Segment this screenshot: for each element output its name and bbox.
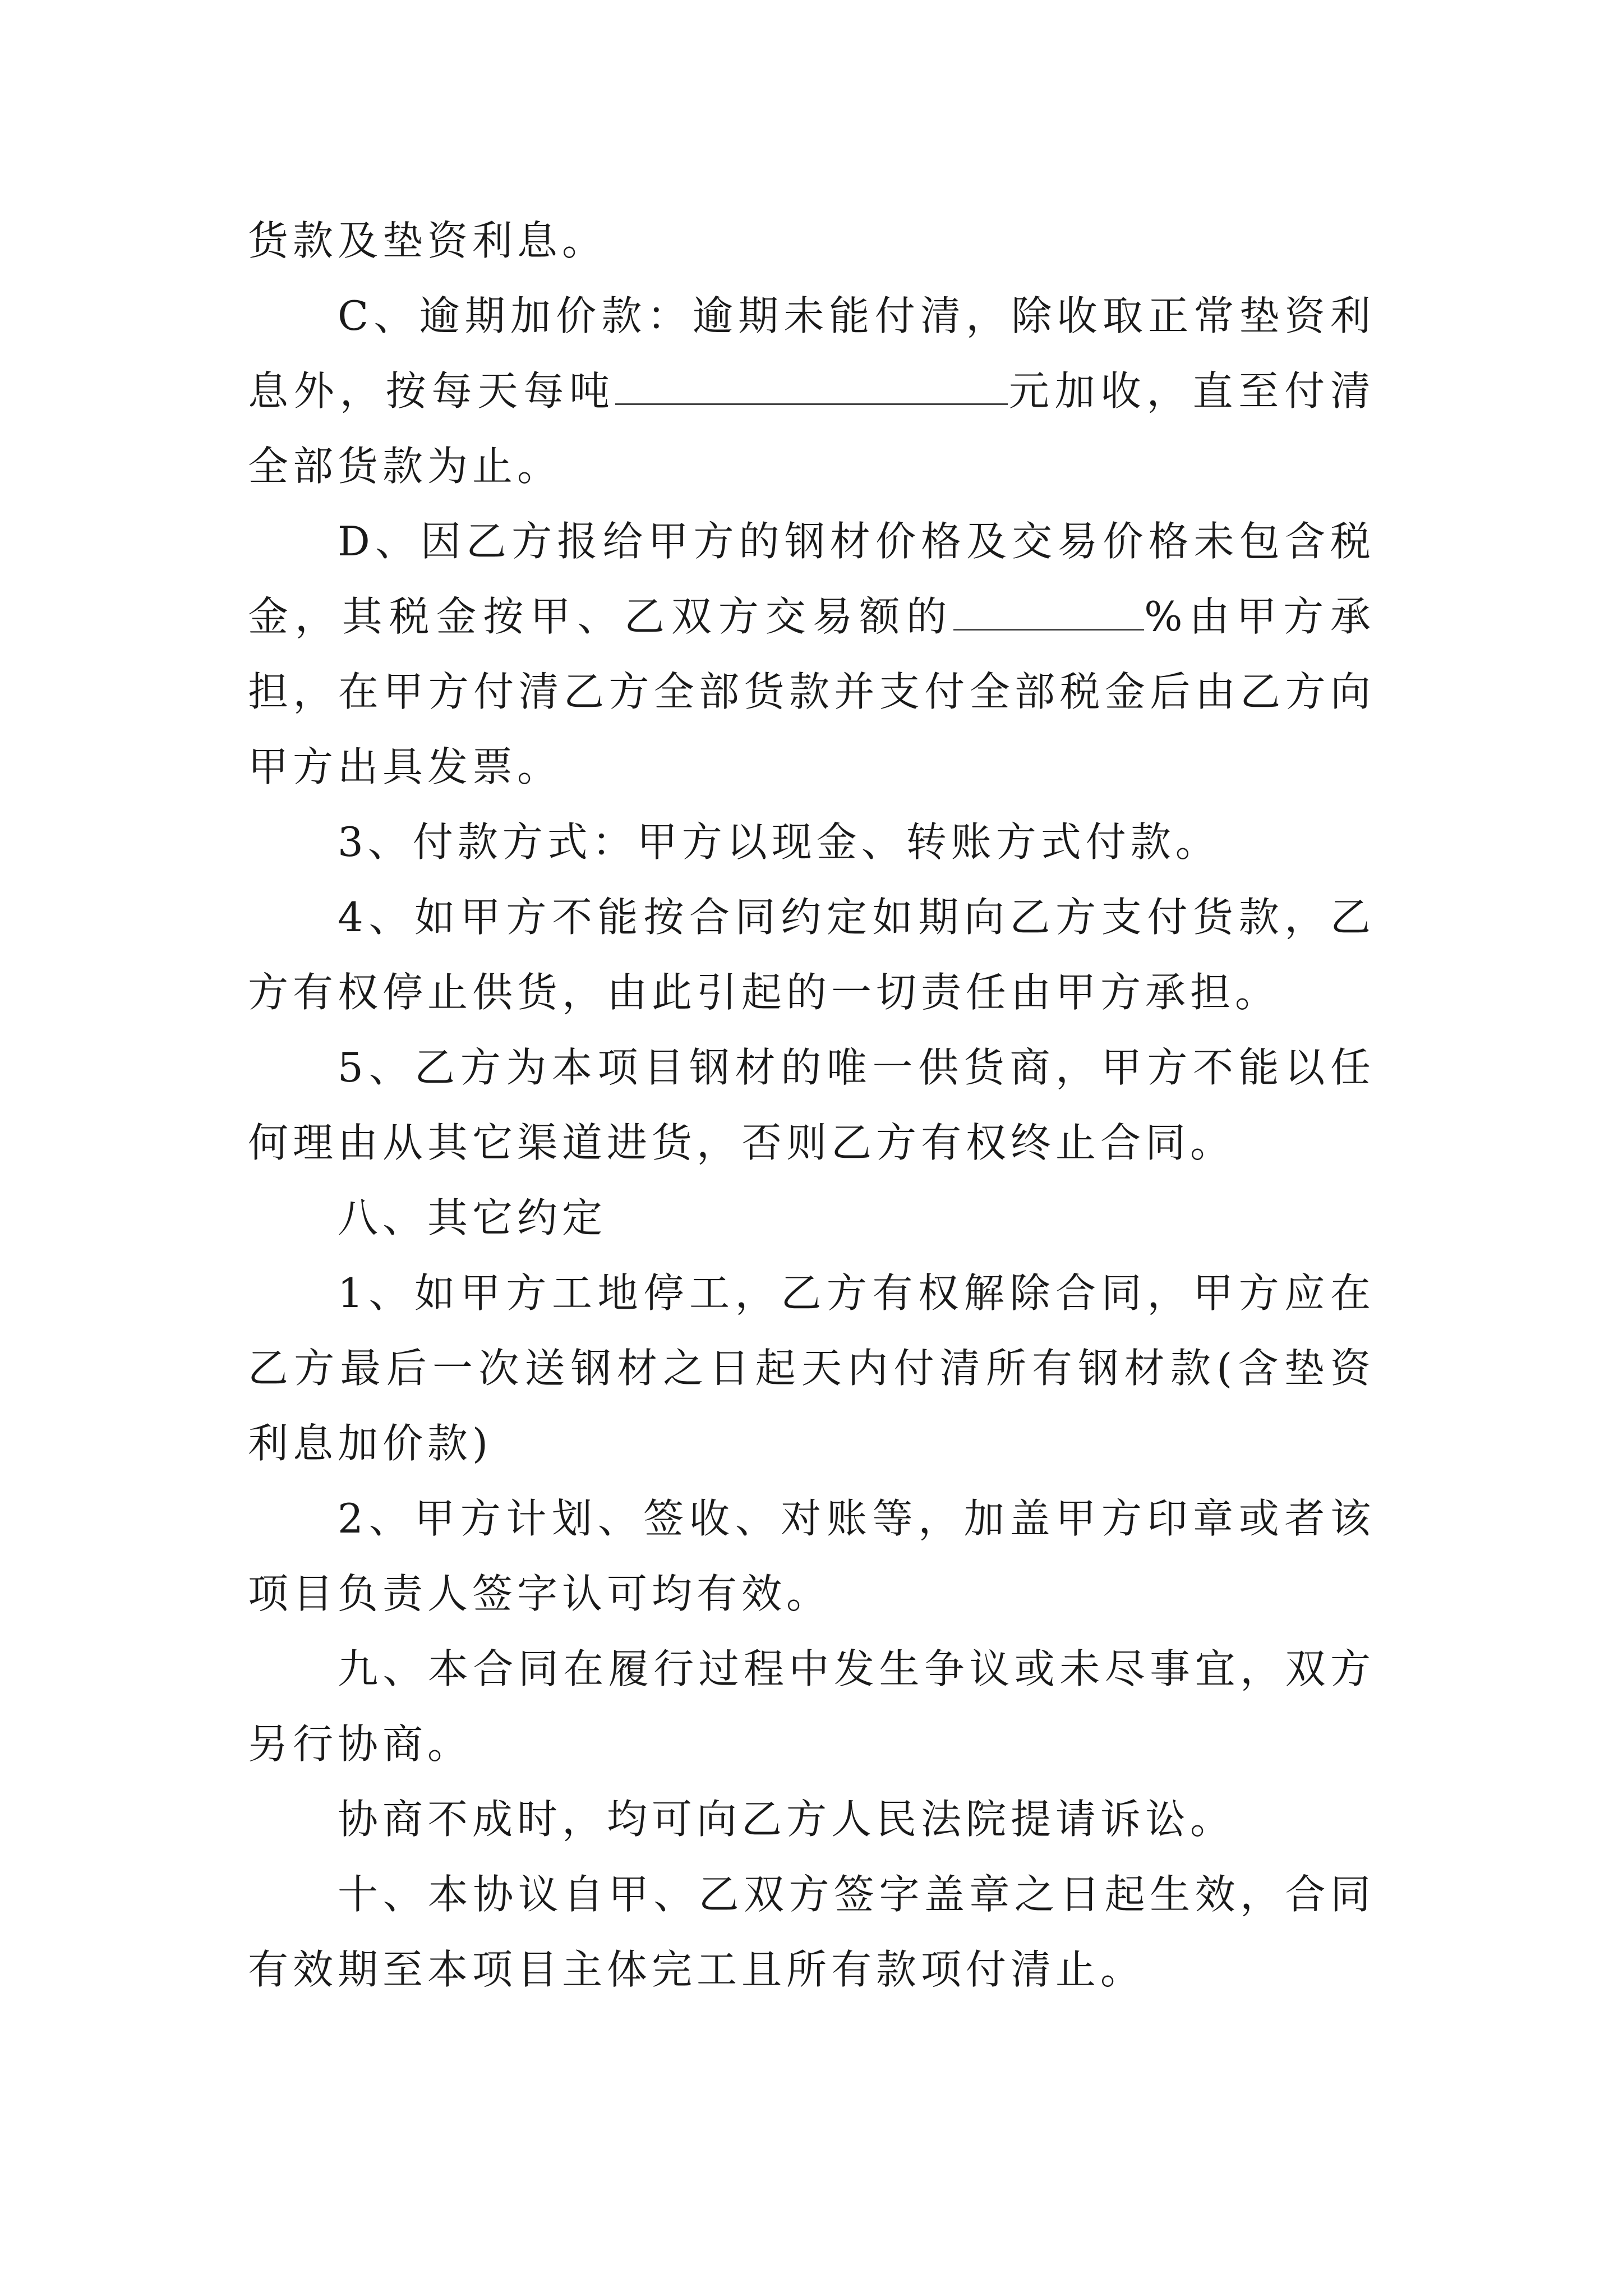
paragraph-overdue-surcharge xyxy=(248,278,1375,504)
overdue-surcharge-text-before: C、逾期加价款：逾期未能付清，除收取正常垫资利息外，按每天每吨 xyxy=(248,292,1375,415)
tax-rate-blank xyxy=(953,593,1144,631)
section-heading-other-terms: 八、其它约定 xyxy=(338,1194,607,1241)
paragraph-payment-method: 3、付款方式：甲方以现金、转账方式付款。 xyxy=(338,818,1220,866)
contract-text xyxy=(248,203,1375,2007)
paragraph-site-stoppage: 1、如甲方工地停工，乙方有权解除合同，甲方应在乙方最后一次送钢材之日起天内付清所有钢材款(含垫资利息加价款) xyxy=(248,1269,1375,1467)
paragraph-litigation: 协商不成时，均可向乙方人民法院提请诉讼。 xyxy=(338,1796,1235,1843)
overdue-surcharge-text-after: 元加收，直至付清全部货款为止。 xyxy=(248,367,1375,490)
surcharge-amount-blank xyxy=(615,367,1008,405)
tax-text-after: %由甲方承担，在甲方付清乙方全部货款并支付全部税金后由乙方向甲方出具发票。 xyxy=(248,593,1375,790)
paragraph-tax xyxy=(248,504,1375,804)
paragraph-late-payment: 4、如甲方不能按合同约定如期向乙方支付货款，乙方有权停止供货，由此引起的一切责任由甲方承担。 xyxy=(248,894,1375,1016)
paragraph-signatures-valid: 2、甲方计划、签收、对账等，加盖甲方印章或者该项目负责人签字认可均有效。 xyxy=(248,1495,1375,1617)
paragraph-payment-interest: 货款及垫资利息。 xyxy=(248,217,607,264)
paragraph-disputes: 九、本合同在履行过程中发生争议或未尽事宜，双方另行协商。 xyxy=(248,1645,1375,1768)
tax-text-before: D、因乙方报给甲方的钢材价格及交易价格未包含税金，其税金按甲、乙双方交易额的 xyxy=(248,518,1375,640)
paragraph-sole-supplier: 5、乙方为本项目钢材的唯一供货商，甲方不能以任何理由从其它渠道进货，否则乙方有权终止合同。 xyxy=(248,1044,1375,1166)
paragraph-effective-date: 十、本协议自甲、乙双方签字盖章之日起生效，合同有效期至本项目主体完工且所有款项付清止。 xyxy=(248,1871,1375,1993)
